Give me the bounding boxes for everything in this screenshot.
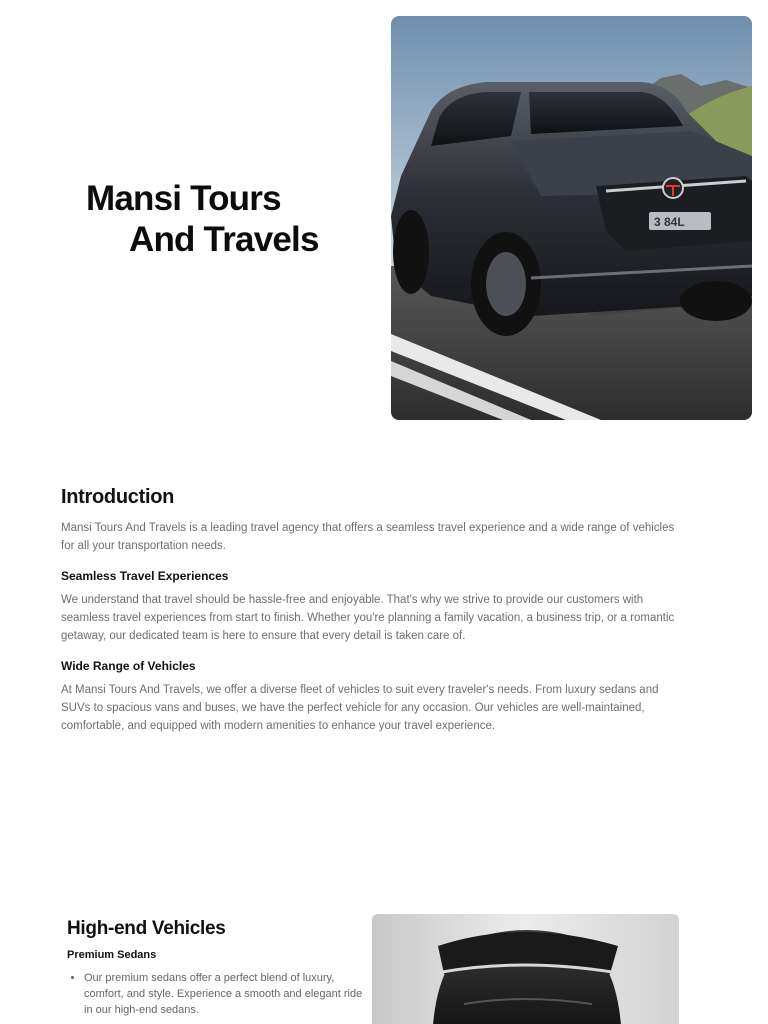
introduction-heading: Introduction [61, 486, 175, 508]
hero-title-line1: Mansi Tours [86, 179, 281, 218]
wide-range-paragraph: At Mansi Tours And Travels, we offer a diverse fleet of vehicles to suit every traveler's needs. From luxury sedans and SUVs to spacious vans and buses, we have the perfect vehicle for any occasion. Our vehicles are well-maintained, comfortable, and equipped with modern amenities to enhance your travel experience. [61, 684, 659, 732]
introduction-section [61, 486, 681, 735]
hero-title [86, 178, 346, 260]
seamless-travel-paragraph: We understand that travel should be hassle-free and enjoyable. That's why we strive to provide our customers with seamless travel experiences from start to finish. Whether you're planning a family vacation, a business trip, or a romantic getaway, our dedicated team is here to ensure that every detail is taken care of. [61, 594, 675, 642]
premium-sedans-list [67, 970, 367, 1018]
introduction-paragraph: Mansi Tours And Travels is a leading travel agency that offers a seamless travel experience and a wide range of vehicles for all your transportation needs. [61, 522, 675, 552]
high-end-vehicles-section [67, 918, 367, 1018]
seamless-travel-heading: Seamless Travel Experiences [61, 569, 229, 583]
high-end-vehicles-heading: High-end Vehicles [67, 918, 226, 939]
sedan-photo-icon [372, 914, 679, 1024]
svg-text:3 84L: 3 84L [654, 215, 685, 229]
high-end-vehicle-image [372, 914, 679, 1024]
hero-title-line2: And Travels [129, 220, 319, 259]
suv-photo-icon [391, 16, 752, 420]
list-item: • Our premium sedans offer a perfect blend of luxury, comfort, and style. Experience a smooth and elegant ride in our high-end sedans. [84, 970, 367, 1018]
premium-sedans-heading: Premium Sedans [67, 949, 157, 961]
wide-range-heading: Wide Range of Vehicles [61, 659, 196, 673]
hero-suv-image [391, 16, 752, 420]
